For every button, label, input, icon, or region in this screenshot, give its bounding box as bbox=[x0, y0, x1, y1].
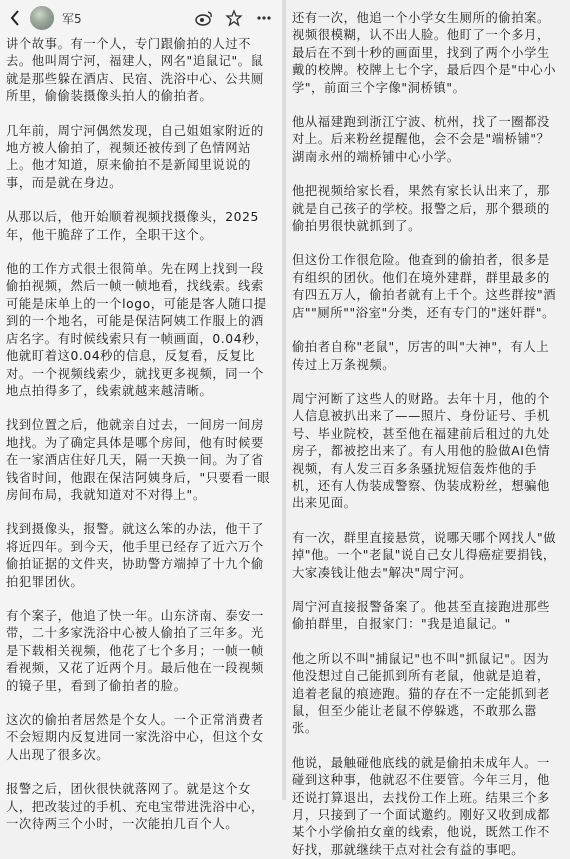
back-arrow-icon[interactable] bbox=[8, 8, 22, 28]
header-actions bbox=[194, 8, 274, 28]
paragraph: 还有一次，他追一个小学女生厕所的偷拍案。视频很模糊，认不出人脸。他盯了一个多月，最后在不到十秒的画面里，找到了两个小学生戴的校牌。校牌上七个字，最后四个是"中心小学"，前面三个字像"洞桥镇"。 bbox=[292, 11, 557, 95]
paragraph: 这次的偷拍者居然是个女人。一个正常消费者不会短期内反复进同一家洗浴中心，但这个女人出现了很多次。 bbox=[6, 713, 264, 762]
paragraph: 他说，最触碰他底线的就是偷拍未成年人。一碰到这种事，他就忍不住要管。今年三月，他还说打算退出，去找份工作上班。结果三个多月，只接到了一个面试邀约。刚好又收到成都某个小学偷拍女童的线索，他说，既然工作不好找，那就继续干点对社会有益的事吧。 bbox=[292, 755, 550, 857]
paragraph: 几年前，周宁河偶然发现，自己姐姐家附近的地方被人偷拍了，视频还被传到了色情网站上。他才知道，原来偷拍不是新闻里说说的事，而是就在身边。 bbox=[6, 123, 264, 190]
post-header bbox=[0, 0, 282, 36]
paragraph: 他的工作方式很土很简单。先在网上找到一段偷拍视频，然后一帧一帧地看，找线索。线索可能是床单上的一个logo，可能是客人随口提到的一个地名，可能是保洁阿姨工作服上的酒店名字。有时候线索只有一帧画面，0.04秒，他就盯着这0.04秒的信息，反复看，反复比对。一个视频线索少，就找更多视频，同一个地点拍得多了，线索就越来越清晰。 bbox=[6, 262, 268, 398]
star-icon[interactable] bbox=[224, 8, 244, 28]
paragraph: 从那以后，他开始顺着视频找摄像头，2025年，他干脆辞了工作，全职干这个。 bbox=[6, 210, 259, 242]
paragraph: 周宁河直接报警备案了。他甚至直接跑进那些偷拍群里，自报家门："我是追鼠记。" bbox=[292, 599, 550, 632]
paragraph: 讲个故事。有一个人，专门跟偷拍的人过不去。他叫周宁河，福建人，网名"追鼠记"。鼠就是那些躲在酒店、民宿、洗浴中心、公共厕所里，偷偷装摄像头拍人的偷拍者。 bbox=[6, 37, 264, 104]
paragraph: 他把视频给家长看，果然有家长认出来了，那就是自己孩子的学校。报警之后，那个猥琐的偷拍男很快就抓到了。 bbox=[292, 184, 550, 234]
paragraph: 他从福建跑到浙江宁波、杭州，找了一圈都没对上。后来粉丝提醒他，会不会是"端桥铺"？湖南永州的端桥铺中心小学。 bbox=[292, 115, 550, 164]
more-icon[interactable] bbox=[254, 8, 274, 28]
paragraph: 找到位置之后，他就亲自过去，一间房一间房地找。为了确定具体是哪个房间，他有时候要在一家酒店住好几天，隔一天换一间。为了省钱省时间，他跟在保洁阿姨身后，"只要看一眼房间布局，我就知道对不对得上"。 bbox=[6, 418, 271, 502]
user-avatar[interactable] bbox=[30, 6, 54, 30]
weibo-icon[interactable] bbox=[194, 8, 214, 28]
paragraph: 报警之后，团伙很快就落网了。就是这个女人，把改装过的手机、充电宝带进洗浴中心，一次待两三个小时，一次能拍几百个人。 bbox=[6, 782, 264, 832]
paragraph: 有一次，群里直接悬赏，说哪天哪个网找人"做掉"他。一个"老鼠"说自己女儿得癌症要捐钱，大家凑钱让他去"解决"周宁河。 bbox=[292, 530, 557, 580]
paragraph: 但这份工作很危险。他查到的偷拍者，很多是有组织的团伙。他们在境外建群，群里最多的有四五万人，偷拍者就有上千个。这些群按"酒店""厕所""浴室"分类，还有专门的"迷奸群"。 bbox=[292, 253, 557, 320]
post-panel-right bbox=[286, 0, 570, 857]
paragraph: 找到摄像头，报警。就这么笨的办法，他干了将近四年。到今天，他手里已经存了近六万个偷拍证据的文件夹，协助警方端掉了十九个偷拍犯罪团伙。 bbox=[6, 522, 264, 589]
paragraph: 周宁河断了这些人的财路。去年十月，他的个人信息被扒出来了——照片、身份证号、手机号、毕业院校，甚至他在福建前后租过的九处房子，都被挖出来了。有人用他的脸做AI色情视频，有人发三百多条骚扰短信轰炸他的手机，还有人伪装成警察、伪装成粉丝，想骗他出来见面。 bbox=[292, 391, 551, 511]
username[interactable]: 军5 bbox=[62, 11, 82, 26]
paragraph: 偷拍者自称"老鼠"，厉害的叫"大神"，有人上传过上万条视频。 bbox=[292, 340, 550, 372]
paragraph: 有个案子，他追了快一年。山东济南、泰安一带，二十多家洗浴中心被人偷拍了三年多。光是下载相关视频，他花了七个多月；一帧一帧看视频，又花了近两个月。最后他在一段视频的镜子里，看到了偷拍者的脸。 bbox=[6, 608, 264, 693]
paragraph: 他之所以不叫"捕鼠记"也不叫"抓鼠记"。因为他没想过自己能抓到所有老鼠，他就是追着，追着老鼠的痕迹跑。猫的存在不一定能抓到老鼠，但至少能让老鼠不停躲逃，不敢那么嚣张。 bbox=[292, 651, 550, 736]
post-panel-left bbox=[0, 0, 282, 832]
